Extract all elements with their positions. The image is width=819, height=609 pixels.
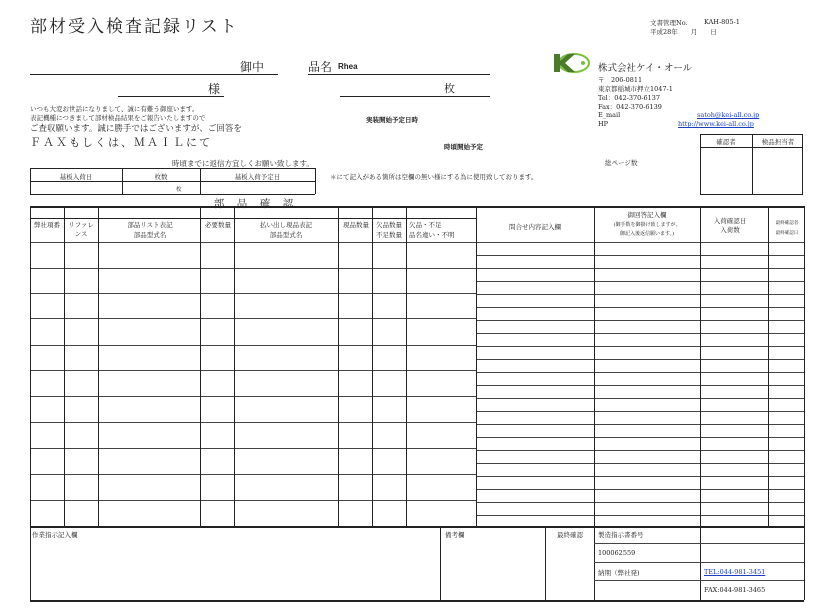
- col-issued: 払い出し現品表記: [260, 221, 312, 229]
- col-answer: 御回答記入欄: [627, 211, 667, 219]
- table-row-line: [476, 242, 804, 243]
- table-row-line: [476, 307, 804, 308]
- col-issued-model: 部品型式名: [269, 231, 303, 239]
- table-top-border: [30, 206, 804, 208]
- table-row-line: [476, 476, 804, 477]
- company-tel: Tel：042-370-6137: [598, 94, 661, 102]
- mfg-order-label: 製造指示書番号: [598, 531, 644, 539]
- table-row-line: [30, 500, 476, 501]
- email-link[interactable]: satoh@kei-all.co.jp: [697, 111, 760, 119]
- table-row-line: [476, 489, 804, 490]
- footer-column-line: [700, 526, 701, 600]
- table-row-line: [476, 424, 804, 425]
- section-title: 部 品 確 認: [213, 198, 295, 210]
- table-row-line: [476, 372, 804, 373]
- table-column-line: [594, 206, 595, 526]
- table-column-line: [700, 206, 701, 526]
- receipt-date-label: 基板入荷日: [59, 173, 93, 181]
- footer-row-line: [594, 580, 804, 581]
- table-column-line: [768, 206, 769, 526]
- table-row-line: [30, 474, 476, 475]
- sama-label: 様: [208, 82, 221, 96]
- work-instructions-label: 作業指示記入欄: [32, 531, 78, 539]
- footer-top-border: [30, 526, 804, 528]
- col-part-list: 部品リスト表記: [127, 221, 173, 229]
- table-row-line: [476, 268, 804, 269]
- col-wrong: 品名違い・不明: [409, 231, 455, 239]
- table-row-line: [476, 450, 804, 451]
- table-column-line: [234, 206, 235, 526]
- table-row-line: [30, 345, 476, 346]
- doc-date: 平成28年 月 日: [650, 28, 717, 36]
- table-row-line: [476, 281, 804, 282]
- col-part-model: 部品型式名: [133, 231, 167, 239]
- col-actual: 現品数量: [343, 221, 369, 229]
- greeting-line5: 時頃までに返信方宜しくお願い致します。: [172, 159, 314, 168]
- table-row-line: [476, 385, 804, 386]
- col-final1: 最終確認者: [775, 221, 799, 226]
- table-row-line: [476, 463, 804, 464]
- mfg-order-number: 100062559: [598, 549, 636, 557]
- company-postal: 〒 206-0811: [598, 76, 643, 84]
- board-note: ＊にて記入がある箇所は空欄の無い様にする為に使用致しております。: [330, 173, 538, 181]
- count-label: 枚数: [154, 173, 168, 181]
- planned-date-label: 基板入荷予定日: [234, 173, 281, 181]
- company-fax: Fax：042-370-6139: [598, 103, 662, 111]
- col-final2: 最終確認日: [775, 231, 799, 236]
- remarks-label: 備考欄: [445, 531, 465, 539]
- col-shortage2: 不足数量: [376, 231, 402, 239]
- table-row-line: [476, 398, 804, 399]
- doc-no: KAH-805-1: [704, 18, 740, 26]
- greeting-line1: いつも大変お世話になりまして、誠に有難う御座います。: [30, 105, 199, 113]
- company-logo-icon: [548, 51, 590, 75]
- hp-link[interactable]: http://www.kei-all.co.jp: [678, 120, 754, 128]
- table-row-line: [476, 294, 804, 295]
- footer-column-line: [30, 526, 31, 600]
- company-name: 株式会社ケイ・オール: [598, 63, 693, 74]
- footer-column-line: [804, 526, 805, 600]
- table-column-line: [338, 206, 339, 526]
- col-answer-note1: (御手数を御掛け致しますが、: [613, 222, 681, 228]
- fax-number: FAX:044-981-3465: [704, 586, 766, 594]
- table-column-line: [30, 206, 31, 526]
- table-column-line: [64, 206, 65, 526]
- greeting-line3: ご査収願います。誠に勝手ではございますが、ご回答を: [30, 124, 242, 134]
- delivery-label: 納期（弊社発): [598, 569, 640, 577]
- table-column-line: [200, 206, 201, 526]
- table-column-line: [476, 206, 477, 526]
- table-row-line: [30, 318, 476, 319]
- table-row-line: [476, 359, 804, 360]
- item-name: Rhea: [338, 62, 358, 71]
- greeting-line2: 表記機種につきまして部材検品結果をご報告いたしますので: [30, 114, 206, 122]
- tel-link[interactable]: TEL:044-981-3451: [704, 568, 766, 576]
- item-name-label: 品名: [308, 60, 333, 74]
- confirmer-label: 確認者: [716, 138, 736, 146]
- table-row-line: [30, 448, 476, 449]
- doc-no-label: 文書管理No.: [650, 19, 688, 27]
- mount-start-label: 実装開始予定日時: [366, 116, 418, 124]
- greeting-line4: ＦＡＸもしくは、ＭＡＩＬにて: [30, 136, 212, 149]
- footer-row-line: [594, 562, 804, 563]
- table-column-line: [804, 206, 805, 526]
- table-row-line: [30, 422, 476, 423]
- company-address: 東京都稲城市押立1047-1: [598, 85, 673, 93]
- table-row-line: [30, 293, 476, 294]
- footer-row-line: [594, 543, 804, 544]
- document-title: 部材受入検査記録リスト: [30, 17, 239, 37]
- table-row-line: [476, 320, 804, 321]
- inspector-label: 検品担当者: [761, 138, 795, 146]
- footer-bottom-border: [30, 600, 804, 602]
- table-column-line: [372, 206, 373, 526]
- count-unit: 枚: [444, 82, 455, 95]
- col-shortage: 欠品数量: [376, 221, 402, 229]
- col-missing: 欠品・不足: [409, 221, 442, 229]
- col-item-no: 弊社項番: [34, 221, 60, 229]
- col-arrival: 入荷確認日: [713, 217, 747, 225]
- table-row-line: [476, 333, 804, 334]
- table-column-line: [406, 206, 407, 526]
- table-row-line: [30, 370, 476, 371]
- footer-column-line: [545, 526, 546, 600]
- col-answer-note2: 御記入後返信願います。): [619, 231, 675, 237]
- time-start-label: 時頃開始予定: [444, 143, 483, 151]
- footer-column-line: [440, 526, 441, 600]
- table-row-line: [476, 515, 804, 516]
- table-row-line: [476, 437, 804, 438]
- table-row-line: [30, 396, 476, 397]
- table-row-line: [476, 502, 804, 503]
- table-row-line: [30, 242, 476, 243]
- hp-label: HP: [598, 120, 609, 128]
- final-check-label: 最終確認: [557, 531, 583, 539]
- table-row-line: [30, 268, 476, 269]
- total-pages-label: 総ページ数: [605, 159, 638, 167]
- email-label: E_mail: [598, 111, 621, 119]
- col-inquiry: 問合せ内容記入欄: [509, 223, 561, 231]
- col-required: 必要数量: [205, 221, 231, 229]
- table-row-line: [476, 411, 804, 412]
- table-row-line: [476, 346, 804, 347]
- table-column-line: [98, 206, 99, 526]
- table-row-line: [476, 255, 804, 256]
- footer-column-line: [594, 526, 595, 600]
- board-count-unit: 枚: [176, 187, 182, 193]
- table-header-divider: [30, 218, 476, 219]
- col-reference: リファレンス: [68, 221, 94, 238]
- col-arrival2: 入荷数: [720, 226, 740, 234]
- onchu-label: 御中: [240, 60, 265, 74]
